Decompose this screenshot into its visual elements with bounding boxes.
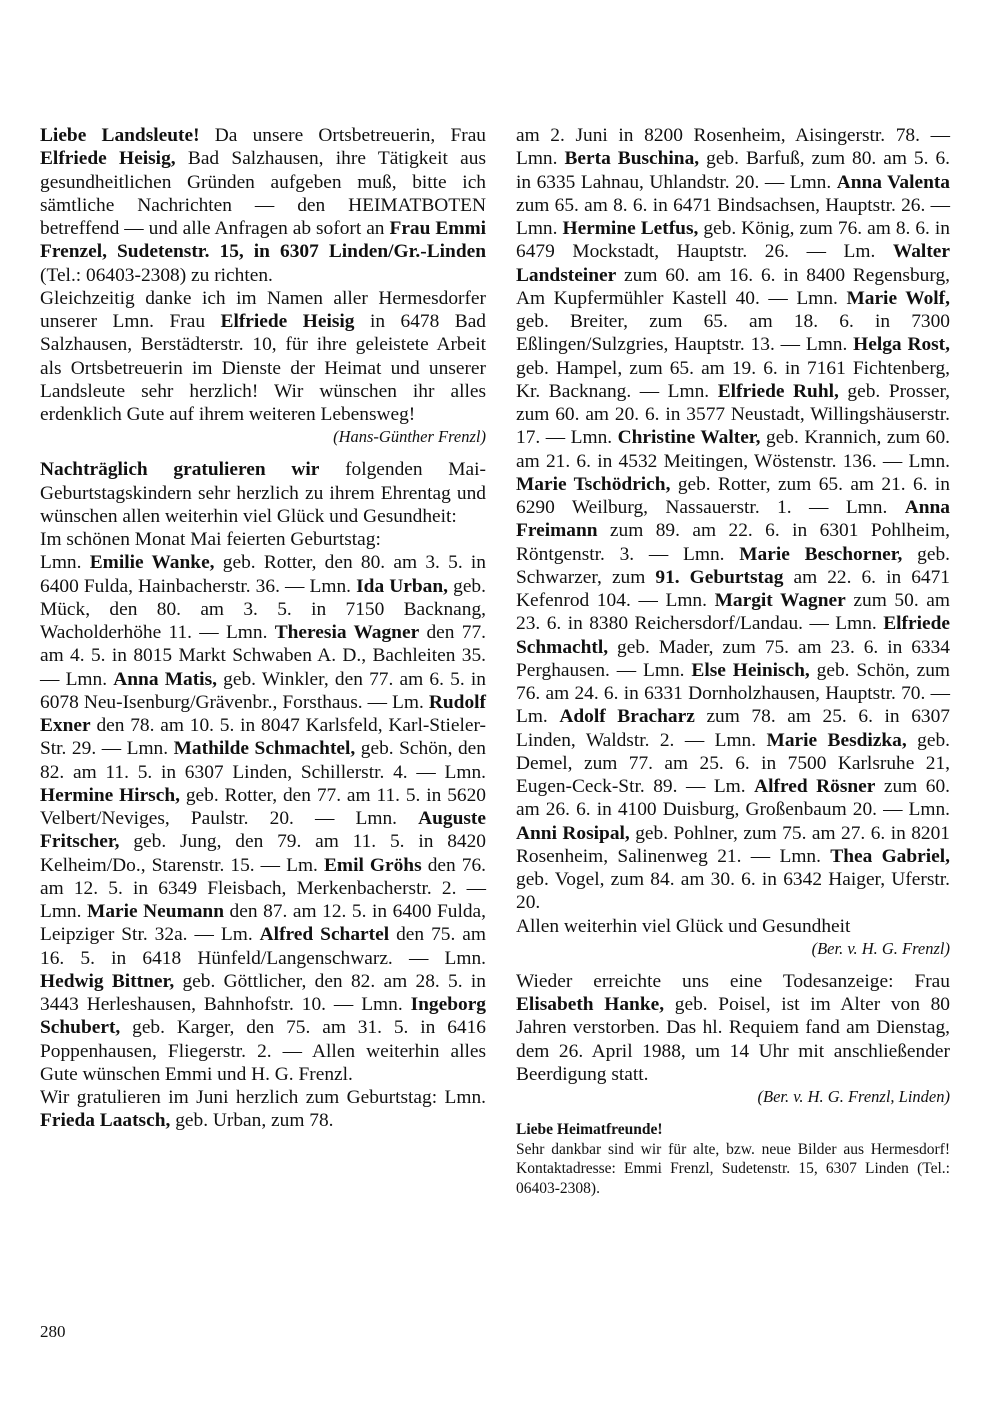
bold-name: Ida Urban, [356, 575, 449, 597]
bold-name: Elfriede Heisig [220, 311, 355, 332]
bold-name: Walter Landsteiner [516, 241, 950, 286]
bold-name: Liebe Landsleute! [40, 125, 200, 146]
bold-name: Anna Freimann [516, 497, 950, 542]
may-birthdays-list: Lmn. Emilie Wanke, geb. Rotter, den 80. am 3. 5. in 6400 Fulda, Hainbacherstr. 36. — Lmn. Ida Urban, geb. Mück, den 80. am 3. 5. in 7150 Backnang, Wacholderhöhe 11. — Lmn. Theresia Wagner den 77. am 4. 5. in 8015 Markt Schwaben A. D., Bachleiten 35. — Lmn. Anna Matis, geb. Winkler, den 77. am 6. 5. in 6078 Neu-Isenburg/Grävenbr., Forsthaus. — Lm. Rudolf Exner den 78. am 10. 5. in 8047 Karlsfeld, Karl-Stieler-Str. 29. — Lmn. Mathilde Schmachtel, geb. Schön, den 82. am 11. 5. in 6307 Linden, Schillerstr. 4. — Lmn. Hermine Hirsch, geb. Rotter, den 77. am 11. 5. in 5620 Velbert/Neviges, Paulstr. 20. — Lmn. Auguste Fritscher, geb. Jung, den 79. am 11. 5. in 8420 Kelheim/Do., Starenstr. 15. — Lm. Emil Gröhs den 76. am 12. 5. in 6349 Fleisbach, Merkenbacherstr. 2. — Lmn. Marie Neumann den 87. am 12. 5. in 6400 Fulda, Leipziger Str. 32a. — Lm. Alfred Schartel den 75. am 16. 5. in 6418 Hünfeld/Langenschwarz. — Lmn. Hedwig Bittner, geb. Göttlicher, den 82. am 28. 5. in 3443 Herleshausen, Bahnhofstr. 10. — Lmn. Ingeborg Schubert, geb. Karger, den 75. am 31. 5. in 6416 Poppenhausen, Fliegerstr. 2. — Allen weiterhin alles Gute wünschen Emmi und H. G. Frenzl. [40, 552, 487, 1085]
signature-hans-guenther: (Hans-Günther Frenzl) [333, 427, 486, 447]
closing-wishes: Allen weiterhin viel Glück und Gesundheit [516, 915, 851, 937]
bold-name: Marie Beschorner, [739, 543, 903, 565]
bold-name: Emilie Wanke, [89, 552, 215, 574]
may-birthdays-heading: Im schönen Monat Mai feierten Geburtstag: [40, 529, 381, 550]
bold-name: Alfred Rösner [754, 776, 876, 797]
may-birthdays-intro: Nachträglich gratulieren wir folgenden Mai-Geburtstagskindern sehr herzlich zu ihrem Ehrentag und wünschen allen weiterhin viel Glück und Gesundheit: [40, 459, 486, 527]
bold-name: Thea Gabriel, [830, 845, 951, 867]
bold-name: Elfriede Heisig, [40, 148, 176, 170]
bold-name: Alfred Schartel [259, 924, 390, 946]
bold-name: Adolf Bracharz [559, 706, 695, 728]
bold-name: Marie Besdizka, [766, 729, 907, 751]
bold-name: Ingeborg Schubert, [40, 994, 486, 1039]
bold-name: Margit Wagner [714, 590, 846, 611]
notice-title: Liebe Heimatfreunde! [516, 1121, 663, 1138]
bold-name: Marie Wolf, [846, 287, 950, 309]
bold-name: Anna Matis, [113, 668, 217, 690]
bold-name: Helga Rost, [853, 334, 950, 356]
bold-name: Marie Tschödrich, [516, 473, 671, 495]
bold-name: Else Heinisch, [691, 659, 810, 681]
announcement-paragraph: Liebe Landsleute! Da unsere Ortsbetreuerin, Frau Elfriede Heisig, Bad Salzhausen, ihre Tätigkeit aus gesundheitlichen Gründen aufgeben muß, bitte ich sämtliche Nachrichten — den HEIMATBOTEN betreffend — und alle Anfragen ab sofort an Frau Emmi Frenzel, Sudetenstr. 15, in 6307 Linden/Gr.-Linden (Tel.: 06403-2308) zu richten. [40, 125, 486, 286]
notice-text: Sehr dankbar sind wir für alte, bzw. neue Bilder aus Hermesdorf! Kontaktadresse: Emmi Frenzl, Sudetenstr. 15, 6307 Linden (Tel.: 06403-2308). [516, 1140, 950, 1197]
bold-name: Mathilde Schmachtel, [173, 738, 356, 760]
bold-name: Christine Walter, [617, 427, 761, 449]
june-birthdays-list: am 2. Juni in 8200 Rosenheim, Aisingerstr. 78. — Lmn. Berta Buschina, geb. Barfuß, zum 80. am 5. 6. in 6335 Lahnau, Uhlandstr. 20. — Lmn. Anna Valenta zum 65. am 8. 6. in 6471 Bindsachsen, Hauptstr. 26. — Lmn. Hermine Letfus, geb. König, zum 76. am 8. 6. in 6479 Mockstadt, Hauptstr. 26. — Lm. Walter Landsteiner zum 60. am 16. 6. in 8400 Regensburg, Am Kupfermühler Kastell 40. — Lmn. Marie Wolf, geb. Breiter, zum 65. am 18. 6. in 7300 Eßlingen/Sulzgries, Hauptstr. 13. — Lmn. Helga Rost, geb. Hampel, zum 65. am 19. 6. in 7161 Fichtenberg, Kr. Backnang. — Lmn. Elfriede Ruhl, geb. Prosser, zum 60. am 20. 6. in 3577 Neustadt, Willingshäuserstr. 17. — Lmn. Christine Walter, geb. Krannich, zum 60. am 21. 6. in 4532 Meitingen, Wöstenstr. 136. — Lmn. Marie Tschödrich, geb. Rotter, zum 65. am 21. 6. in 6290 Weilburg, Nassauerstr. 1. — Lmn. Anna Freimann zum 89. am 22. 6. in 6301 Pohlheim, Röntgenstr. 3. — Lmn. Marie Beschorner, geb. Schwarzer, zum 91. Geburtstag am 22. 6. in 6471 Kefenrod 104. — Lmn. Margit Wagner zum 50. am 23. 6. in 8380 Reichersdorf/Landau. — Lmn. Elfriede Schmachtl, geb. Mader, zum 75. am 23. 6. in 6334 Perghausen. — Lmn. Else Heinisch, geb. Schön, zum 76. am 24. 6. in 6331 Dornholzhausen, Hauptstr. 70. — Lm. Adolf Bracharz zum 78. am 25. 6. in 6307 Linden, Waldstr. 2. — Lmn. Marie Besdizka, geb. Demel, zum 77. am 25. 6. in 7500 Karlsruhe 21, Eugen-Ceck-Str. 89. — Lm. Alfred Rösner zum 60. am 26. 6. in 4100 Duisburg, Großenbaum 20. — Lmn. Anni Rosipal, geb. Pohlner, zum 75. am 27. 6. in 8201 Rosenheim, Salinenweg 21. — Lmn. Thea Gabriel, geb. Vogel, zum 84. am 30. 6. in 6342 Haiger, Uferstr. 20. [516, 125, 951, 914]
bold-name: Hermine Letfus, [562, 218, 699, 239]
page-number: 280 [40, 1322, 66, 1341]
bold-name: Elfriede Ruhl, [717, 380, 839, 402]
bold-name: Anni Rosipal, [516, 822, 630, 844]
bold-name: Auguste Fritscher, [40, 808, 486, 853]
bold-name: Hedwig Bittner, [40, 970, 175, 992]
bold-name: Theresia Wagner [274, 622, 420, 643]
bold-name: Nachträglich gratulieren wir [40, 459, 320, 481]
bold-name: Berta Buschina, [564, 148, 700, 170]
bold-name: Elisabeth Hanke, [516, 994, 665, 1015]
june-birthdays-intro: Wir gratulieren im Juni herzlich zum Geburtstag: Lmn. Frieda Laatsch, geb. Urban, zum 78. [40, 1087, 486, 1132]
bold-name: Elfriede Schmachtl, [516, 613, 950, 658]
thanks-paragraph: Gleichzeitig danke ich im Namen aller Hermesdorfer unserer Lmn. Frau Elfriede Heisig in 6478 Bad Salzhausen, Berstädterstr. 10, für ihre geleistete Arbeit als Ortsbetreuerin im Dienste der Heimat und unserer Landsleute sehr herzlich! Wir wünschen ihr alles erdenklich Gute auf ihrem weiteren Lebensweg! [40, 287, 486, 425]
bold-name: Marie Neumann [87, 901, 224, 922]
obituary-paragraph: Wieder erreichte uns eine Todesanzeige: Frau Elisabeth Hanke, geb. Poisel, ist im Alter von 80 Jahren verstorben. Das hl. Requiem fand am Dienstag, dem 26. April 1988, um 14 Uhr mit anschließender Beerdigung statt. [516, 970, 951, 1085]
bold-name: Hermine Hirsch, [40, 784, 180, 806]
left-column [40, 124, 486, 1133]
bold-name: 91. Geburtstag [655, 566, 784, 588]
bold-name: Rudolf Exner [40, 691, 486, 736]
bold-name: Emil Gröhs [323, 854, 422, 876]
bold-name: Frau Emmi Frenzel, Sudetenstr. 15, in 6307 Linden/Gr.-Linden [40, 218, 486, 263]
bold-name: Frieda Laatsch, [40, 1110, 171, 1132]
right-column [516, 124, 950, 1198]
signature-ber-frenzl-linden: (Ber. v. H. G. Frenzl, Linden) [757, 1087, 950, 1106]
bold-name: Anna Valenta [836, 171, 951, 193]
signature-ber-frenzl: (Ber. v. H. G. Frenzl) [811, 938, 950, 958]
